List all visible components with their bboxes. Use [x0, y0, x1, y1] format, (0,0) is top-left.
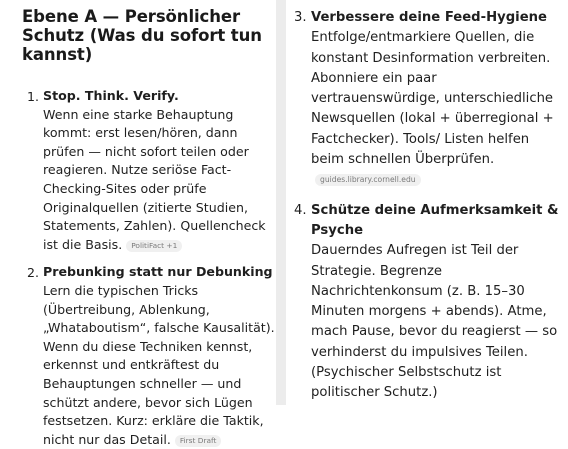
list-item	[294, 201, 568, 404]
list-item-text: Entfolge/entmarkiere Quellen, die konstant Desinformation verbreiten. Abonniere ein paar vertrauenswürdige, unterschiedliche Newsquellen (lokal + überregional + Factchecker). Tools/ Listen helfen beim schnellen Überprüfen.	[311, 30, 554, 168]
list-item-body	[311, 201, 561, 404]
list-item-title: Stop. Think. Verify.	[43, 88, 179, 103]
list-item-text: Wenn eine starke Behauptung kommt: erst lesen/hören, dann prüfen — nicht sofort teilen oder reagieren. Nutze seriöse Fact-Checking-Sites oder prüfe Originalquellen (zitierte Studien, Statements, Zahlen). Quellencheck ist die Basis.	[43, 106, 266, 252]
panel-divider	[276, 0, 286, 405]
list-item-body	[311, 8, 561, 191]
source-chip[interactable]: First Draft	[175, 435, 222, 447]
list-item-body	[43, 87, 281, 254]
list-item	[22, 87, 276, 254]
list-number: 2.	[27, 265, 40, 281]
right-panel	[286, 0, 568, 405]
list-item	[22, 263, 276, 449]
list-item-title: Verbessere deine Feed-Hygiene	[311, 10, 547, 25]
left-panel	[0, 0, 276, 447]
list-item-text: Lern die typischen Tricks (Übertreibung, Ablenkung, „Whataboutism“, falsche Kausalität). Wenn du diese Techniken kennst, erkennst und entkräftest du Behauptungen schneller — und schützt andere, bevor sich Lügen festsetzen. Kurz: erkläre die Taktik, nicht nur das Detail.	[43, 282, 275, 447]
list-number: 4.	[294, 202, 307, 218]
right-list	[294, 8, 568, 404]
list-item-text: Dauerndes Aufregen ist Teil der Strategie. Begrenze Nachrichtenkonsum (z. B. 15–30 Minuten morgens + abends). Atme, mach Pause, bevor du reagierst — so verhinderst du impulsives Teilen. (Psychischer Selbstschutz ist politischer Schutz.)	[311, 243, 558, 401]
list-item-title: Prebunking statt nur Debunking	[43, 264, 273, 280]
source-chip[interactable]: PolitiFact +1	[126, 240, 182, 252]
list-item-title: Schütze deine Aufmerksamkeit & Psyche	[311, 202, 559, 238]
list-number: 1.	[27, 89, 40, 104]
section-heading: Ebene A — Persönlicher Schutz (Was du sofort tun kannst)	[22, 7, 262, 64]
list-item	[294, 8, 568, 191]
list-item-body	[43, 263, 281, 449]
source-chip[interactable]: guides.library.cornell.edu	[315, 174, 421, 186]
left-list	[22, 87, 276, 449]
list-number: 3.	[294, 10, 307, 25]
